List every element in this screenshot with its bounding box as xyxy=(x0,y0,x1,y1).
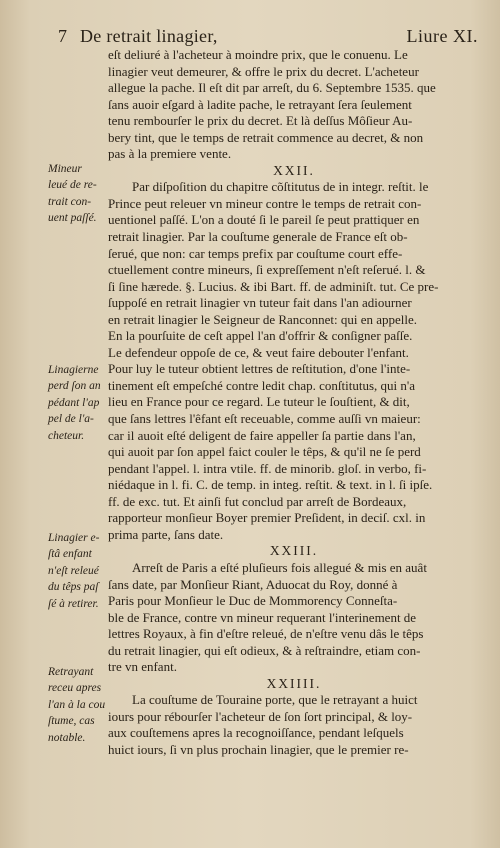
margin-note-line: pédant l'ap xyxy=(48,396,100,409)
main-text-block xyxy=(108,47,480,759)
margin-note-line: n'eſt releué xyxy=(48,564,99,577)
margin-note-mineur xyxy=(48,161,110,227)
running-head xyxy=(58,24,478,48)
text-line: rapporteur monſieur Boyer premier Preſident, in deciſ. cxl. in xyxy=(108,510,426,526)
margin-note-line: leué de re- xyxy=(48,179,97,192)
margin-note-line: Linagier e- xyxy=(48,532,100,544)
text-line: lettres Royaux, à fin d'eſtre releué, de n'eſtre venu dâs le têps xyxy=(108,626,424,642)
text-line: uentionel paſſé. L'on a douté ſi le pareil ſe peut prattiquer en xyxy=(108,212,420,228)
margin-note-line: pel de l'a- xyxy=(48,413,94,426)
margin-note-line: Linagierne xyxy=(48,364,99,376)
text-line: linagier veut demeurer, & offre le prix du decret. L'acheteur xyxy=(108,63,419,79)
text-line: retrait linagier. Par la couſtume generale de France eſt ob- xyxy=(108,229,408,245)
margin-note-line: Mineur xyxy=(48,163,82,175)
margin-note-line: ſtâ enfant xyxy=(48,548,92,561)
text-line: lieu en France pour ce regard. Le tuteur le ſouſtient, & dit, xyxy=(108,394,410,410)
section-heading: XXIII. xyxy=(269,543,319,559)
text-line: qui auoit par ſon appel faict couler le têps, & qu'il ne ſe perd xyxy=(108,444,421,460)
page-number: 7 xyxy=(58,26,67,46)
margin-note-retrayant xyxy=(48,664,110,746)
running-title: De retrait linagier, xyxy=(80,26,218,46)
margin-note-line: perd ſon an xyxy=(48,380,101,393)
text-line: pas à la premiere vente. xyxy=(108,146,232,162)
margin-note-linagier-enfant xyxy=(48,530,110,612)
text-line: Arreſt de Paris a eſté pluſieurs fois allegué & mis en auât xyxy=(132,559,427,575)
margin-note-line: notable. xyxy=(48,731,86,744)
margin-note-line: cheteur. xyxy=(48,429,85,442)
text-line: tinement eſt empeſché contre ledit chap. conſtitutus, qui n'a xyxy=(108,377,416,393)
text-line: tre vn enfant. xyxy=(108,659,177,675)
margin-note-line: Retrayant xyxy=(48,666,94,678)
text-line: du retrait linagier, qui eſt odieux, & à reſtraindre, etiam con- xyxy=(108,642,421,658)
text-line: ſans auoir eſgard à ladite pache, le retrayant ſera ſeulement xyxy=(108,96,412,112)
margin-note-line: l'an à la cou xyxy=(48,698,106,711)
text-line: eſt deliuré à l'acheteur à moindre prix, que le conuenu. Le xyxy=(108,47,408,62)
text-line: En la pourſuite de ceſt appel l'an d'offrir & conſigner paſſe. xyxy=(108,328,413,344)
text-line: ſans date, par Monſieur Riant, Aduocat du Roy, donné à xyxy=(108,576,398,592)
text-line: La couſtume de Touraine porte, que le retrayant a huict xyxy=(132,692,418,708)
text-line: ble de France, contre vn mineur requerant l'interinement de xyxy=(108,609,417,625)
margin-note-line: uent paſſé. xyxy=(48,212,97,225)
margin-note-line: du têps paſ xyxy=(48,581,99,594)
text-line: Le defendeur oppoſe de ce, & veut faire debouter l'enfant. xyxy=(108,344,409,360)
text-line: iours pour rébourſer l'acheteur de ſon ſort principal, & loy- xyxy=(108,708,413,724)
margin-note-line: trait con- xyxy=(48,195,92,208)
text-line: pendant l'appel. l. intra vtile. ff. de minorib. gloſ. in verbo, fi- xyxy=(108,460,427,476)
text-line: Prince peut releuer vn mineur contre le temps de retrait con- xyxy=(108,195,422,211)
text-line: niédaque in l. fi. C. de temp. in integ. reſtit. & text. in l. ſi ipſe. xyxy=(108,477,433,493)
text-line: ff. de exc. tut. Et ainſi fut conclud par arreſt de Bordeaux, xyxy=(108,493,407,509)
text-line: ſuppoſé en retrait linagier vn tuteur fait dans l'an adiourner xyxy=(108,295,412,311)
text-line: aux couſtemens apres la recognoiſſance, pendant leſquels xyxy=(108,725,404,741)
text-line: bery tint, que le temps de retrait commence au decret, & non xyxy=(108,129,424,145)
text-line: ctuellement contre mineurs, ſi expreſſement n'eſt reſerué. l. & xyxy=(108,262,426,278)
text-line: Par diſpoſition du chapitre cõſtitutus de in integr. reſtit. le xyxy=(132,179,429,195)
text-line: ſerué, que non: car temps prefix par couſtume court effe- xyxy=(108,245,403,261)
text-line: que ſans lettres l'êfant eſt receuable, comme auſſi vn maieur: xyxy=(108,411,421,427)
text-line: car il auoit eſté deligent de faire appeller ſa partie dans l'an, xyxy=(108,427,416,443)
margin-note-line: receu apres xyxy=(48,682,102,695)
section-heading: XXII. xyxy=(273,162,315,178)
text-line: Paris pour Monſieur le Duc de Mommorency Conneſta- xyxy=(108,593,398,609)
book-number: Liure XI. xyxy=(406,26,478,46)
text-line: tenu rembourſer le prix du decret. Et là deſſus Môſieur Au- xyxy=(108,113,413,129)
text-line: prima parte, ſans date. xyxy=(108,526,224,542)
margin-note-line: ſtume, cas xyxy=(48,715,95,728)
text-line: en retrait linagier le Seigneur de Ranconnet: qui en appelle. xyxy=(108,311,417,327)
text-line: huict iours, ſi vn plus prochain linagier, que le premier re- xyxy=(108,741,409,757)
margin-note-linagier-appel xyxy=(48,362,110,444)
text-line: Pour luy le tuteur obtient lettres de reſtitution, d'one l'inte- xyxy=(108,361,411,377)
text-line: ſi ſine hærede. §. Lucius. & ibi Bart. ff. de adminiſt. tut. Ce pre- xyxy=(108,278,439,294)
text-line: allegue la pache. Il eſt dit par arreſt, du 6. Septembre 1535. que xyxy=(108,80,436,96)
section-heading: XXIIII. xyxy=(266,675,322,691)
margin-note-line: ſé à retirer. xyxy=(48,597,99,610)
